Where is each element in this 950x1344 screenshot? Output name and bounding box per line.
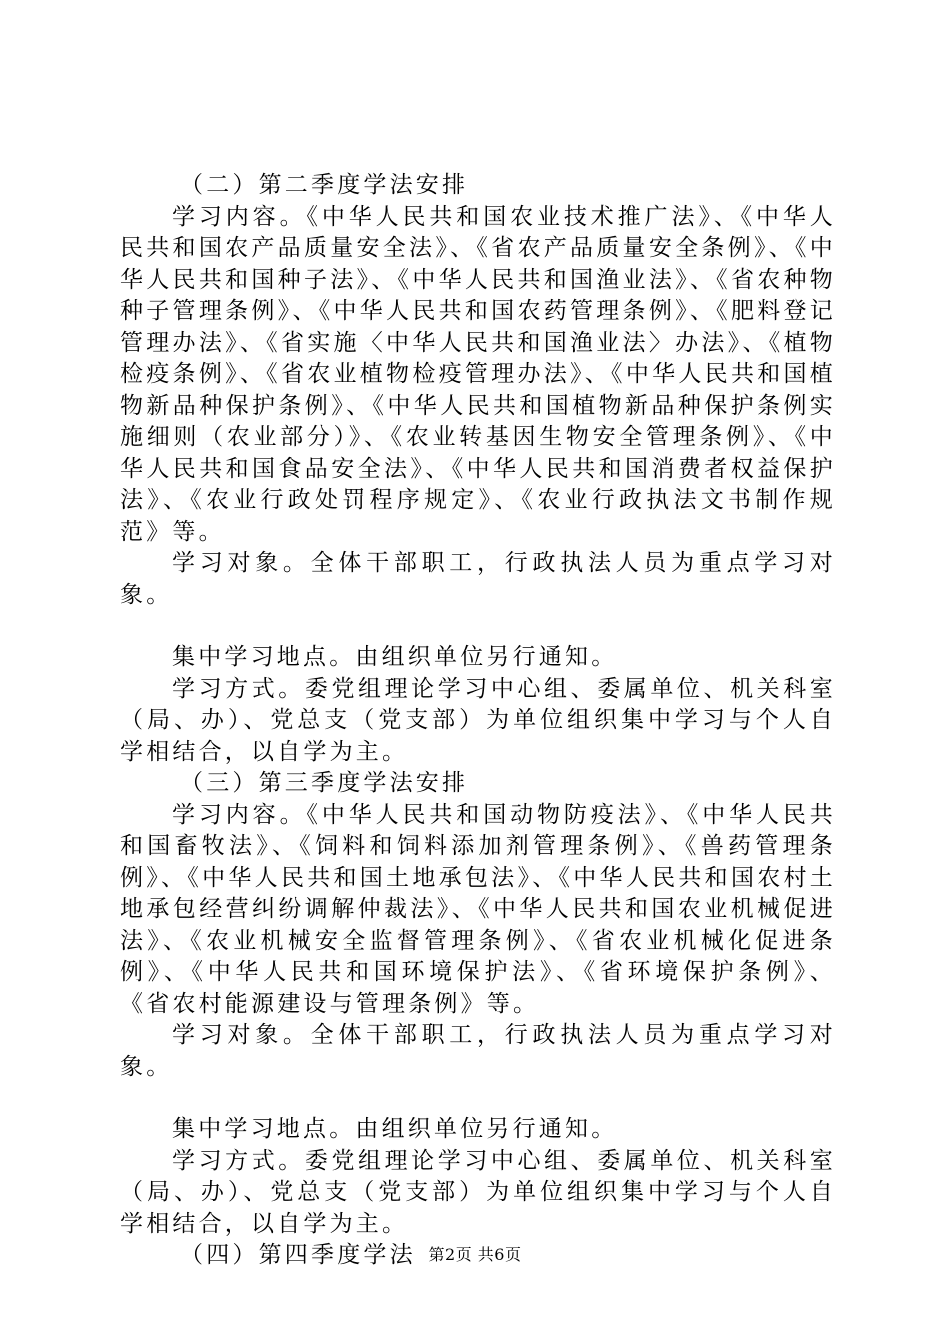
paragraph-q3-content: 学习内容。《中华人民共和国动物防疫法》、《中华人民共和国畜牧法》、《饲料和饲料添加剂管理条例》、《兽药管理条例》、《中华人民共和国土地承包法》、《中华人民共和国农村土地承包经营纠纷调解仲裁法》、《中华人民共和国农业机械促进法》、《农业机械安全监督管理条例》、《省农业机械化促进条例》、《中华人民共和国环境保护法》、《省环境保护条例》、《省农村能源建设与管理条例》等。 — [120, 801, 836, 1017]
section-heading-q4: （四）第四季度学法 — [180, 1242, 416, 1268]
page-number-footer: 第2页 共6页 — [428, 1245, 522, 1264]
section-heading-q2: （二）第二季度学法安排 — [180, 172, 469, 198]
paragraph-q2-audience: 学习对象。全体干部职工，行政执法人员为重点学习对象。 — [120, 550, 836, 608]
paragraph-q2-content: 学习内容。《中华人民共和国农业技术推广法》、《中华人民共和国农产品质量安全法》、《省农产品质量安全条例》、《中华人民共和国种子法》、《中华人民共和国渔业法》、《省农种物种子管理条例》、《中华人民共和国农药管理条例》、《肥料登记管理办法》、《省实施〈中华人民共和国渔业法〉办法》、《植物检疫条例》、《省农业植物检疫管理办法》、《中华人民共和国植物新品种保护条例》、《中华人民共和国植物新品种保护条例实施细则（农业部分）》、《农业转基因生物安全管理条例》、《中华人民共和国食品安全法》、《中华人民共和国消费者权益保护法》、《农业行政处罚程序规定》、《农业行政执法文书制作规范》等。 — [120, 203, 836, 545]
paragraph-q2-location: 集中学习地点。由组织单位另行通知。 — [172, 644, 618, 670]
section-heading-q3: （三）第三季度学法安排 — [180, 770, 469, 796]
paragraph-q3-method: 学习方式。委党组理论学习中心组、委属单位、机关科室（局、办）、党总支（党支部）为单位组织集中学习与个人自学相结合，以自学为主。 — [120, 1147, 836, 1237]
paragraph-q3-audience: 学习对象。全体干部职工，行政执法人员为重点学习对象。 — [120, 1022, 836, 1080]
paragraph-q2-method: 学习方式。委党组理论学习中心组、委属单位、机关科室（局、办）、党总支（党支部）为单位组织集中学习与个人自学相结合，以自学为主。 — [120, 675, 836, 765]
document-body — [120, 170, 836, 1272]
paragraph-q3-location: 集中学习地点。由组织单位另行通知。 — [172, 1116, 618, 1142]
